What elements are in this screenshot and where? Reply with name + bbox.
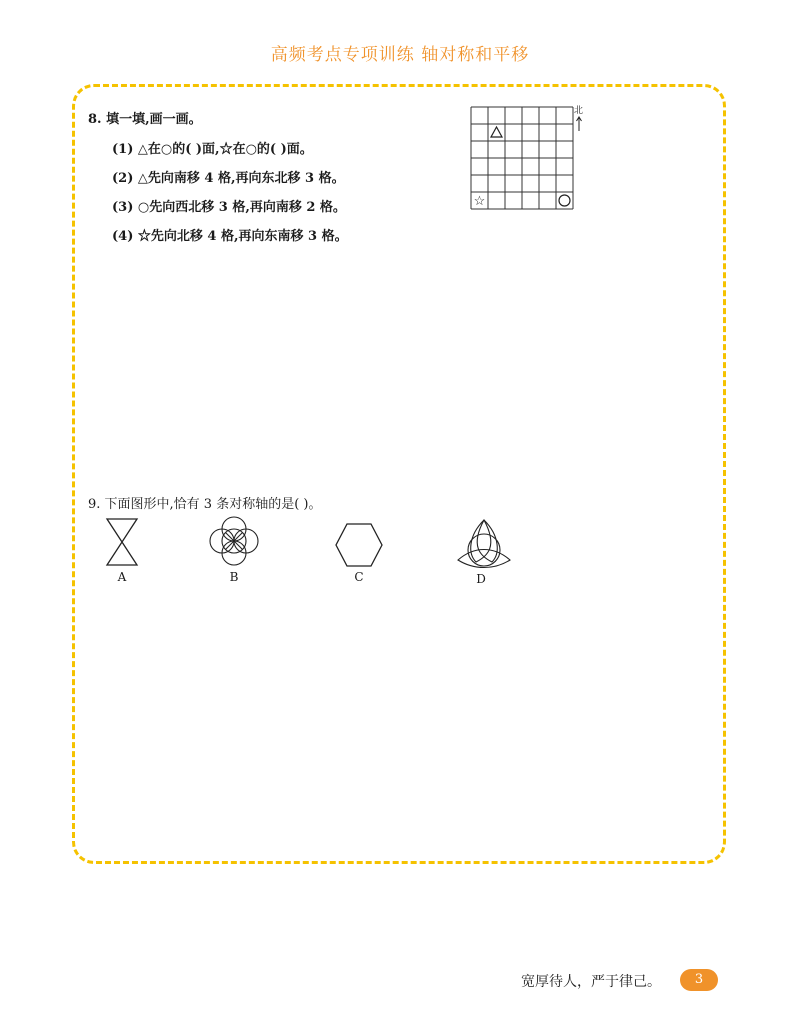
- question-8: [88, 108, 348, 244]
- figure-d-triquetra: [454, 516, 514, 576]
- north-indicator: [574, 106, 584, 136]
- north-arrow-icon: [574, 116, 584, 132]
- option-a-label: A: [117, 570, 127, 584]
- page-number-badge: 3: [680, 969, 718, 991]
- question-8-item-4: (4) ☆先向北移 4 格,再向东南移 3 格。: [112, 229, 348, 244]
- figure-c-hexagon: [334, 522, 384, 568]
- option-b-label: B: [229, 570, 239, 584]
- question-8-item-2: (2) △先向南移 4 格,再向东北移 3 格。: [112, 171, 345, 186]
- question-8-item-3: (3) ○先向西北移 3 格,再向南移 2 格。: [112, 200, 346, 215]
- north-label: 北: [574, 106, 584, 116]
- page-header: 高频考点专项训练 轴对称和平移: [270, 45, 530, 65]
- circle-shape: [559, 195, 570, 206]
- option-d-label: D: [476, 572, 486, 586]
- star-shape: ☆: [473, 194, 486, 209]
- direction-grid: [470, 106, 582, 210]
- question-8-title: 8. 填一填,画一画。: [88, 112, 202, 127]
- triangle-shape: [491, 127, 502, 137]
- option-c-label: C: [354, 570, 364, 584]
- figure-a-hourglass: [104, 517, 140, 567]
- footer-motto: 宽厚待人，严于律己。: [521, 974, 661, 990]
- question-9-title: 9. 下面图形中,恰有 3 条对称轴的是( )。: [88, 497, 322, 512]
- figure-b-circles: [206, 513, 262, 569]
- question-8-item-1: (1) △在○的( )面,☆在○的( )面。: [112, 142, 313, 157]
